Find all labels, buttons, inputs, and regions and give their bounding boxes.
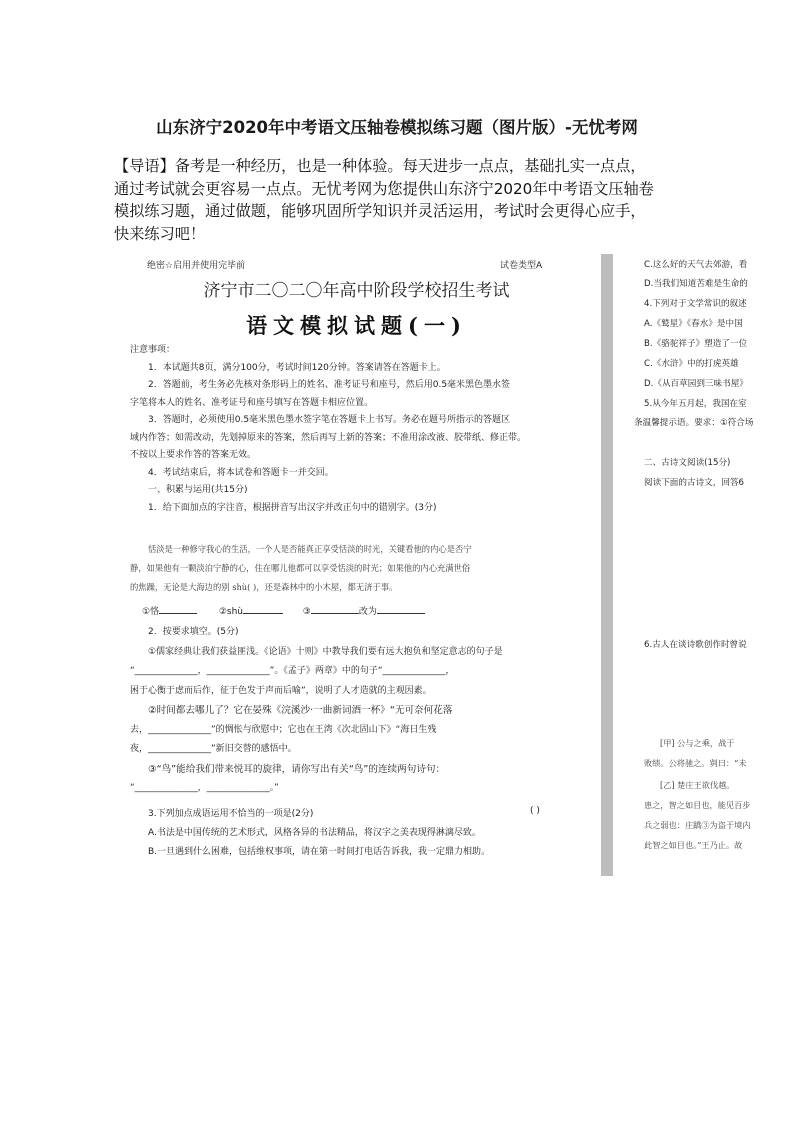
notes-title: 注意事项： bbox=[130, 345, 176, 355]
question-2: 2．按要求填空。(5分) bbox=[148, 627, 239, 637]
intro-paragraph bbox=[114, 155, 680, 245]
blank-c bbox=[311, 603, 359, 614]
blank-c-label: ③ bbox=[302, 607, 311, 617]
classical-line: 此智之如目也。”王乃止。故 bbox=[644, 840, 743, 850]
exam-page-right bbox=[634, 252, 794, 876]
classical-line: 败绩。公将驰之。刿曰：“未 bbox=[644, 758, 747, 768]
page2-line: A.《鹫星》《春水》是中国 bbox=[644, 319, 743, 329]
q2-line: “______________，______________”。《孟子》两章》中的句子“______________， bbox=[130, 666, 455, 676]
page-divider bbox=[601, 254, 613, 876]
classical-line: 患之，智之如目也，能见百步 bbox=[644, 800, 751, 810]
section-heading: 一、积累与运用(共15分) bbox=[148, 485, 248, 495]
q2-line: “______________，______________。” bbox=[130, 783, 279, 793]
q2-block bbox=[130, 623, 570, 799]
intro-line: 通过考试就会更容易一点点。无忧考网为您提供山东济宁2020年中考语文压轴卷 bbox=[114, 179, 654, 198]
page2-line: 4.下列对于文学常识的叙述 bbox=[644, 299, 747, 309]
q3-option-b: B.一旦遇到什么困难，包括维权事项，请在第一时间打电话告诉我，我一定鼎力相助。 bbox=[148, 847, 491, 857]
q2-line: ③“鸟”能给我们带来悦耳的旋律，请你写出有关“鸟”的连续两句诗句： bbox=[148, 763, 446, 775]
page-title: 山东济宁2020年中考语文压轴卷模拟练习题（图片版）-无忧考网 bbox=[156, 118, 638, 137]
paper-type-label: 试卷类型A bbox=[500, 261, 543, 271]
blank-a bbox=[159, 603, 197, 614]
blank-b bbox=[243, 603, 283, 614]
note-line: 1．本试题共8页，满分100分，考试时间120分钟。答案请答在答题卡上。 bbox=[148, 362, 446, 373]
q3-option-a: A.书法是中国传统的艺术形式，风格各异的书法精品，将汉字之美表现得淋漓尽致。 bbox=[148, 828, 481, 838]
section2-heading: 二、古诗文阅读(15分) bbox=[644, 458, 731, 468]
question-6: 6.古人在谈诗歌创作时曾说 bbox=[644, 640, 747, 650]
classical-line: [乙] 楚庄王欲伐越。 bbox=[660, 780, 735, 790]
note-line: 字笔将本人的姓名、准考证号和座号填写在答题卡相应位置。 bbox=[130, 397, 374, 408]
page2-line: B.《骆驼祥子》塑造了一位 bbox=[644, 339, 748, 349]
q2-line: ①儒家经典让我们获益匪浅。《论语》十则》中教导我们要有远大抱负和坚定意志的句子是 bbox=[148, 646, 503, 657]
page2-line: D.当我们知道苦难是生命的 bbox=[644, 279, 748, 289]
section2-sub: 阅读下面的古诗文，回答6 bbox=[644, 478, 744, 488]
intro-line: 快来练习吧！ bbox=[114, 224, 206, 243]
classical-line: [甲] 公与之乘，战于 bbox=[660, 738, 735, 748]
q2-line: 去，______________”的惆怅与欣慰中；它也在王湾《次北固山下》“海日生残 bbox=[130, 724, 437, 735]
notes-block bbox=[130, 342, 570, 517]
confidential-label: 绝密☆启用并使用完毕前 bbox=[147, 261, 246, 271]
blank-d bbox=[377, 603, 425, 614]
blank-a-label: ①恪 bbox=[142, 607, 160, 617]
passage-line: 静，如果他有一颗淡泊宁静的心，住在哪儿他都可以享受恬淡的时光；如果他的内心充满世俗 bbox=[130, 563, 471, 573]
note-line: 4．考试结束后，将本试卷和答题卡一并交回。 bbox=[148, 467, 334, 478]
page2-line: 条温馨提示语。要求：①符合场 bbox=[634, 418, 754, 428]
q2-line: 夜，______________”新旧交替的感悟中。 bbox=[130, 744, 297, 754]
intro-line: 模拟练习题，通过做题，能够巩固所学知识并灵活运用，考试时会更得心应手， bbox=[114, 202, 646, 220]
q1-answer-blanks bbox=[142, 603, 425, 617]
question-1: 1．给下面加点的字注音，根据拼音写出汉字并改正句中的错别字。(3分) bbox=[148, 502, 437, 513]
classical-line: 兵之弱也：庄蹻③为盗于境内 bbox=[644, 820, 751, 830]
page2-line: C.《水浒》中的打虎英雄 bbox=[644, 359, 739, 369]
q2-line: ②时间都去哪儿了？它在晏殊《浣溪沙·一曲新词酒一杯》“无可奈何花落 bbox=[148, 705, 453, 716]
intro-line: 【导语】备考是一种经历，也是一种体验。每天进步一点点，基础扎实一点点， bbox=[114, 157, 646, 175]
answer-paren: ( ) bbox=[530, 806, 540, 816]
blank-c-mid: 改为 bbox=[358, 607, 377, 617]
note-line: 不按以上要求作答的答案无效。 bbox=[130, 450, 257, 460]
exam-scan-image bbox=[114, 252, 794, 876]
exam-name: 济宁市二〇二〇年高中阶段学校招生考试 bbox=[203, 281, 510, 301]
passage-line: 恬淡是一种修守我心的生活，一个人是否能真正享受恬淡的时光，关键看他的内心是否宁 bbox=[148, 544, 472, 554]
page2-line: C.这么好的天气去郊游，看 bbox=[644, 260, 748, 270]
question-3: 3.下列加点成语运用不恰当的一项是(2分) bbox=[148, 809, 314, 819]
paper-title: 语文模拟试题(一) bbox=[246, 313, 467, 338]
note-line: 2．答题前，考生务必先核对条形码上的姓名、准考证号和座号，然后用0.5毫米黑色墨水签 bbox=[148, 380, 511, 390]
page2-line: D.《从百草园到三味书屋》 bbox=[644, 379, 748, 389]
page2-line: 5.从今年五月起，我国在室 bbox=[644, 399, 747, 409]
q1-passage bbox=[130, 540, 570, 597]
passage-line: 的焦躁，无论是大海边的别 shù( )，还是森林中的小木屋，都无济于事。 bbox=[130, 582, 398, 592]
note-line: 域内作答；如需改动，先划掉原来的答案，然后再写上新的答案；不准用涂改液、胶带纸、修正带。 bbox=[130, 432, 527, 443]
blank-b-label: ②shù bbox=[218, 607, 243, 617]
note-line: 3．答题时，必须使用0.5毫米黑色墨水签字笔在答题卡上书写。务必在题号所指示的答题区 bbox=[148, 415, 511, 425]
q2-line: 困于心衡于虑而后作，征于色发于声而后喻”，说明了人才造就的主观因素。 bbox=[130, 685, 432, 696]
exam-page-left bbox=[114, 252, 599, 876]
